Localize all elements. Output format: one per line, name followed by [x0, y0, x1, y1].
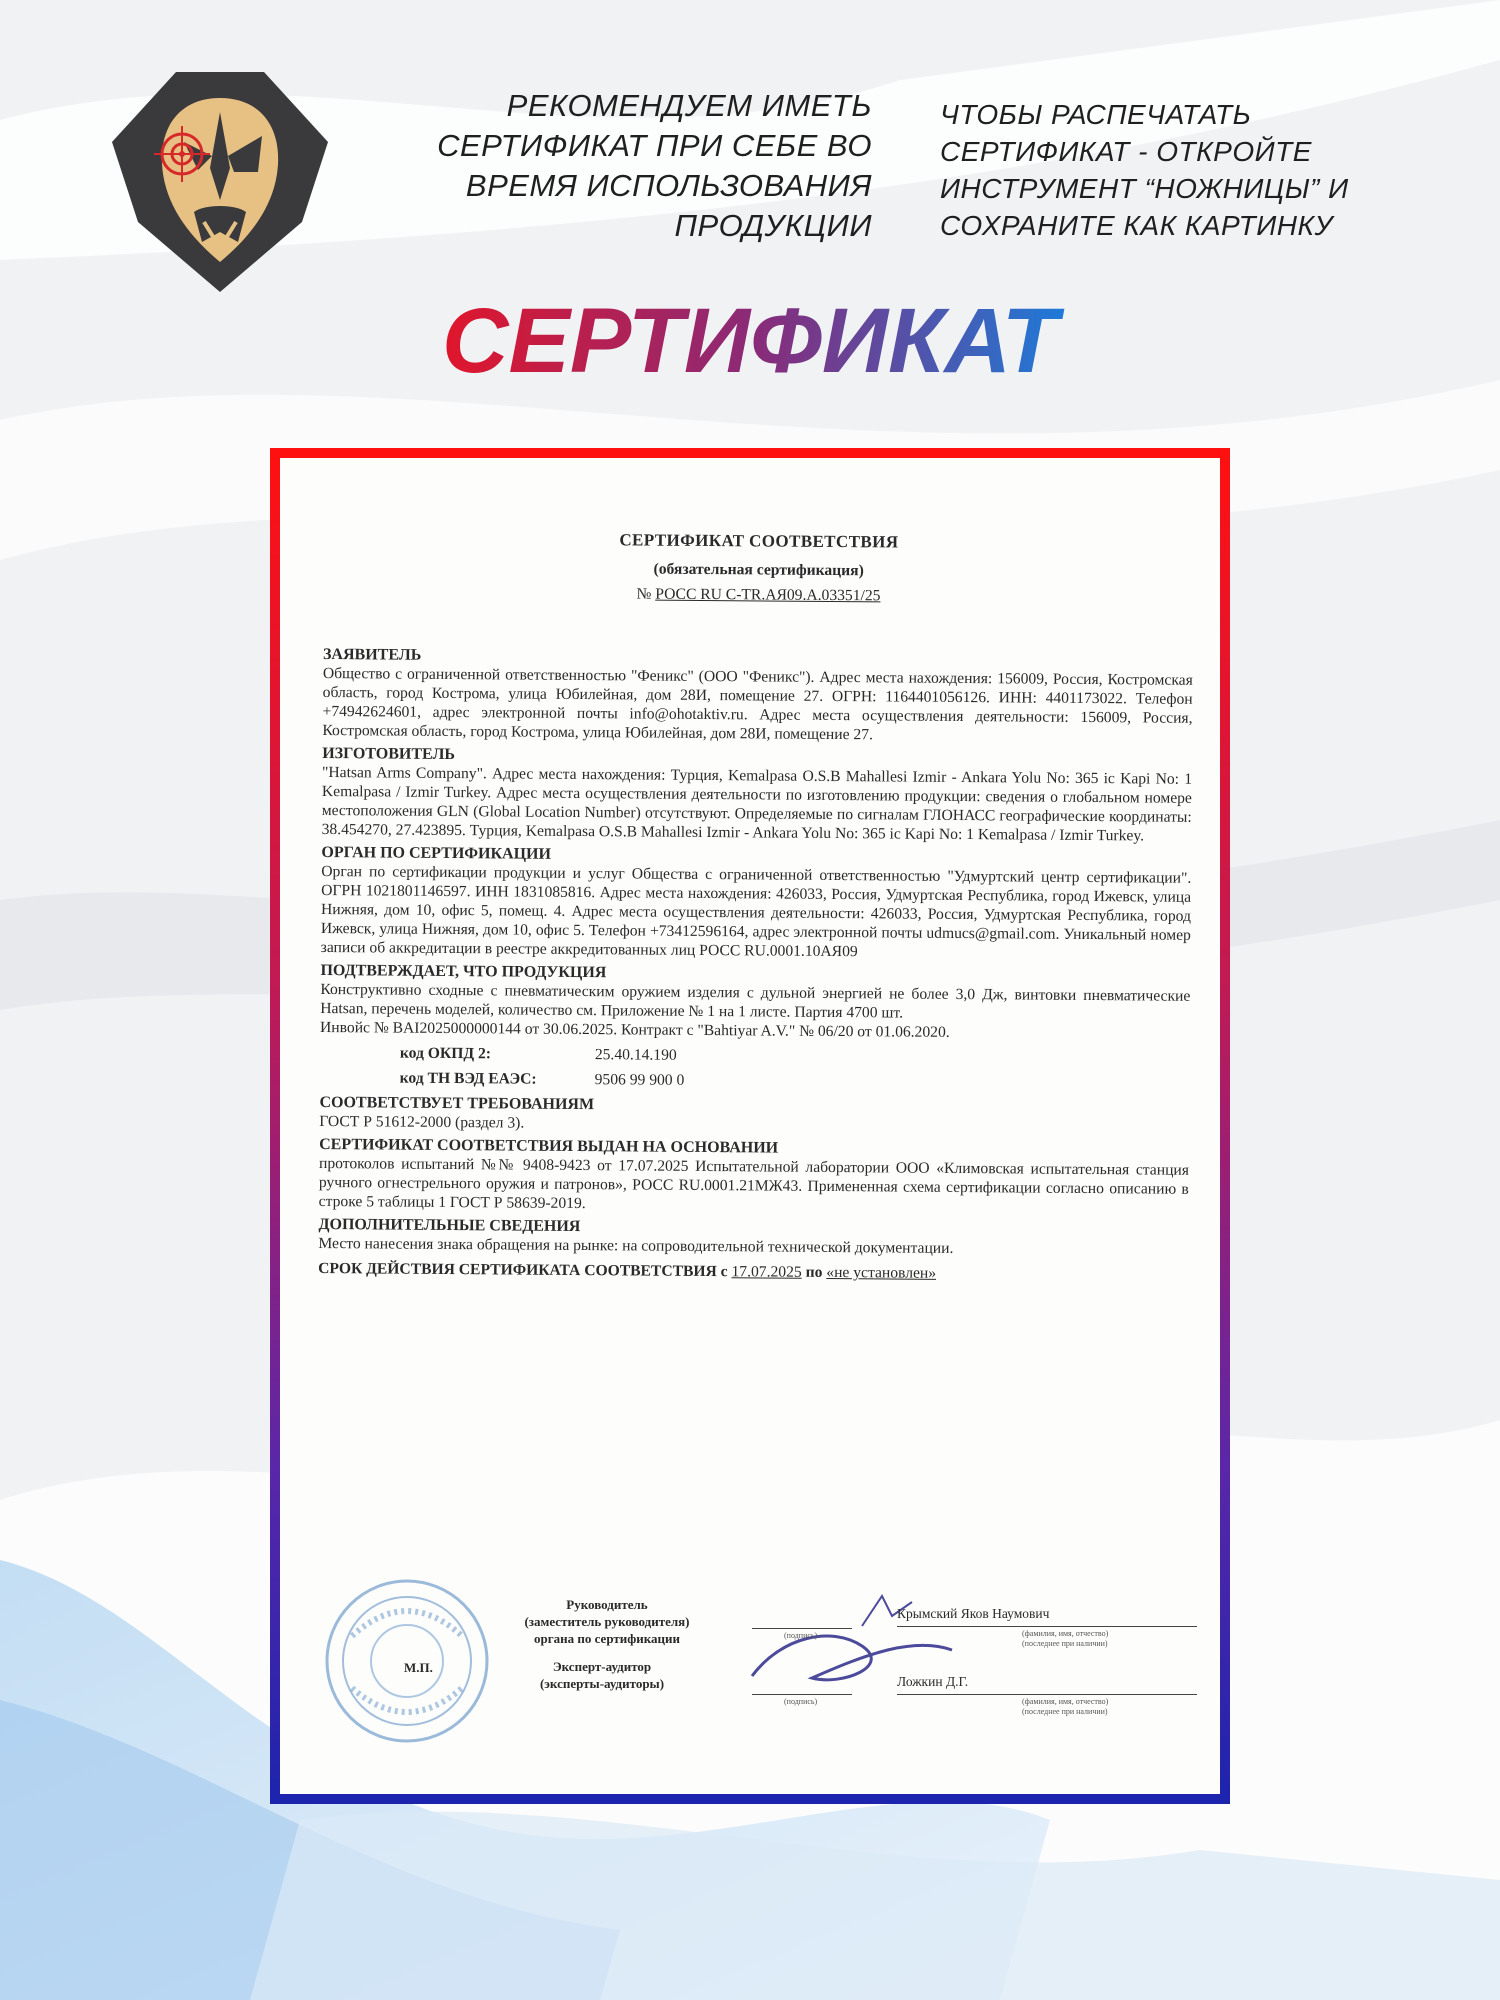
section-applicant: [322, 645, 1193, 747]
validity-from-word: с: [720, 1263, 728, 1281]
certificate-subtitle: (обязательная сертификация): [653, 560, 864, 580]
section-additional: [318, 1215, 1188, 1260]
hint-print-instructions: ЧТОБЫ РАСПЕЧАТАТЬ СЕРТИФИКАТ - ОТКРОЙТЕ ИНСТРУМЕНТ “НОЖНИЦЫ” И СОХРАНИТЕ КАК КАРТИНКУ: [940, 99, 1349, 241]
section-body: Орган по сертификации продукции и услуг Общества с ограниченной ответственностью "Удмуртский центр сертификации". ОГРН 1021801146597. ИНН 1831085816. Адрес места нахождения: 426033, Россия, Удмуртская Республика, город Ижевск, улица Нижняя, дом 10, офис 5, помещ. 4. Адрес места осуществления деятельности: 426033, Россия, Удмуртская Республика, город Ижевск, улица Нижняя, дом 10, офис 5. Телефон +73412596164, адрес электронной почты udmucs@gmail.com. Уникальный номер записи об аккредитации в реестре аккредитованных лиц РОСС RU.0001.10АЯ09: [320, 862, 1192, 961]
section-heading: ЗАЯВИТЕЛЬ: [322, 645, 422, 664]
section-basis: [319, 1135, 1190, 1218]
head-role: Руководитель (заместитель руководителя) органа по сертификации: [524, 1597, 690, 1646]
signature-block: [322, 1576, 1192, 1766]
certificate-frame: [270, 448, 1230, 1804]
section-body: Конструктивно сходные с пневматическим оружием изделия с дульной энергией не более 3,0 Дж, винтовки пневматические Hatsan, перечень моделей, количество см. Приложение № 1 на 1 листе. Партия 4700 шт.: [320, 980, 1191, 1022]
section-manufacturer: [322, 744, 1193, 846]
expert-name: Ложкин Д.Г.: [897, 1674, 969, 1689]
section-heading: ПОДТВЕРЖДАЕТ, ЧТО ПРОДУКЦИЯ: [320, 961, 607, 982]
certificate-number-prefix: №: [636, 585, 652, 603]
section-body: Общество с ограниченной ответственностью "Феникс" (ООО "Феникс"). Адрес места нахождения: 156009, Россия, Костромская область, город Кострома, улица Юбилейная, дом 28И, помещение 27. ОГРН: 1164401056126. ИНН: 4401173022. Телефон +74942624601, адрес электронной почты info@ohotaktiv.ru. Адрес места осуществления деятельности: 156009, Россия, Костромская область, город Кострома, улица Юбилейная, дом 28И, помещение 27.: [322, 664, 1193, 744]
validity-label: СРОК ДЕЙСТВИЯ СЕРТИФИКАТА СООТВЕТСТВИЯ: [318, 1259, 717, 1281]
section-cert-body: [321, 843, 1192, 964]
section-body: протоколов испытаний №№ 9408-9423 от 17.07.2025 Испытательной лаборатории ООО «Климовская испытательная станция ручного огнестрельного оружия и патронов», РОСС RU.0001.21МЖ43. Примененная схема сертификации согласно описанию в строке 5 таблицы 1 ГОСТ Р 58639-2019.: [318, 1154, 1190, 1213]
certificate-document: [318, 528, 1194, 1285]
code-label: код ТН ВЭД ЕАЭС:: [399, 1069, 537, 1088]
section-body: "Hatsan Arms Company". Адрес места нахождения: Турция, Kemalpasa O.S.B Mahallesi Izmir - Ankara Yolu No: 365 ic Kapi No: 1 Kemalpasa / Izmir Turkey. Адрес места осуществления деятельности по изготовлению продукции: сведения о глобальном номере местоположения GLN (Global Location Number) отсутствуют. Определяемые по сигналам ГЛОНАСС географические координаты: 38.454270, 27.423895. Турция, Kemalpasa O.S.B Mahallesi Izmir - Ankara Yolu No: 365 ic Kapi No: 1 Kemalpasa / Izmir Turkey.: [321, 763, 1193, 845]
lion-head-target-icon: [112, 72, 328, 292]
validity-to: «не установлен»: [826, 1263, 937, 1282]
section-heading: СЕРТИФИКАТ СООТВЕТСТВИЯ ВЫДАН НА ОСНОВАНИИ: [319, 1135, 779, 1157]
code-value: 9506 99 900 0: [594, 1071, 685, 1089]
name-caption: (фамилия, имя, отчество): [1022, 1629, 1109, 1638]
section-heading: ОРГАН ПО СЕРТИФИКАЦИИ: [321, 843, 552, 863]
sig-caption: (подпись): [784, 1697, 818, 1706]
validity-to-word: по: [805, 1263, 823, 1281]
page-title: [300, 282, 1200, 392]
section-product: [320, 961, 1191, 1044]
stamp-mp-label: М.П.: [404, 1660, 433, 1675]
section-body: ГОСТ Р 51612-2000 (раздел 3).: [319, 1112, 525, 1132]
certificate-number: [323, 582, 1193, 608]
section-heading: СООТВЕТСТВУЕТ ТРЕБОВАНИЯМ: [319, 1093, 595, 1114]
certificate-title: СЕРТИФИКАТ СООТВЕТСТВИЯ: [619, 530, 899, 552]
code-label: код ОКПД 2:: [399, 1044, 492, 1063]
section-heading: ДОПОЛНИТЕЛЬНЫЕ СВЕДЕНИЯ: [318, 1215, 581, 1236]
validity-line: [318, 1259, 1188, 1285]
name-caption-2: (последнее при наличии): [1022, 1707, 1108, 1716]
expert-role: Эксперт-аудитор (эксперты-аудиторы): [539, 1659, 665, 1691]
hint-carry-certificate: РЕКОМЕНДУЕМ ИМЕТЬ СЕРТИФИКАТ ПРИ СЕБЕ ВО ВРЕМЯ ИСПОЛЬЗОВАНИЯ ПРОДУКЦИИ: [437, 88, 872, 243]
code-okpd: [400, 1044, 1190, 1069]
name-caption: (фамилия, имя, отчество): [1022, 1697, 1109, 1706]
head-name: Крымский Яков Наумович: [897, 1606, 1050, 1621]
section-requirements: [319, 1093, 1189, 1138]
name-caption-2: (последнее при наличии): [1022, 1639, 1108, 1648]
section-body: Место нанесения знака обращения на рынке: на сопроводительной технической документации.: [318, 1234, 954, 1257]
invoice-line: Инвойс № BAI2025000000144 от 30.06.2025. Контракт с "Bahtiyar A.V." № 06/20 от 01.06.2020.: [320, 1018, 950, 1041]
page-title-text: СЕРТИФИКАТ: [442, 290, 1058, 392]
validity-from: 17.07.2025: [731, 1263, 802, 1281]
certificate-number-value: РОСС RU C-TR.АЯ09.А.03351/25: [655, 585, 881, 605]
code-tnved: [400, 1069, 1190, 1094]
section-heading: ИЗГОТОВИТЕЛЬ: [322, 744, 456, 764]
certificate-paper: [280, 458, 1220, 1794]
code-value: 25.40.14.190: [594, 1046, 677, 1064]
sig-caption: (подпись): [784, 1631, 818, 1640]
